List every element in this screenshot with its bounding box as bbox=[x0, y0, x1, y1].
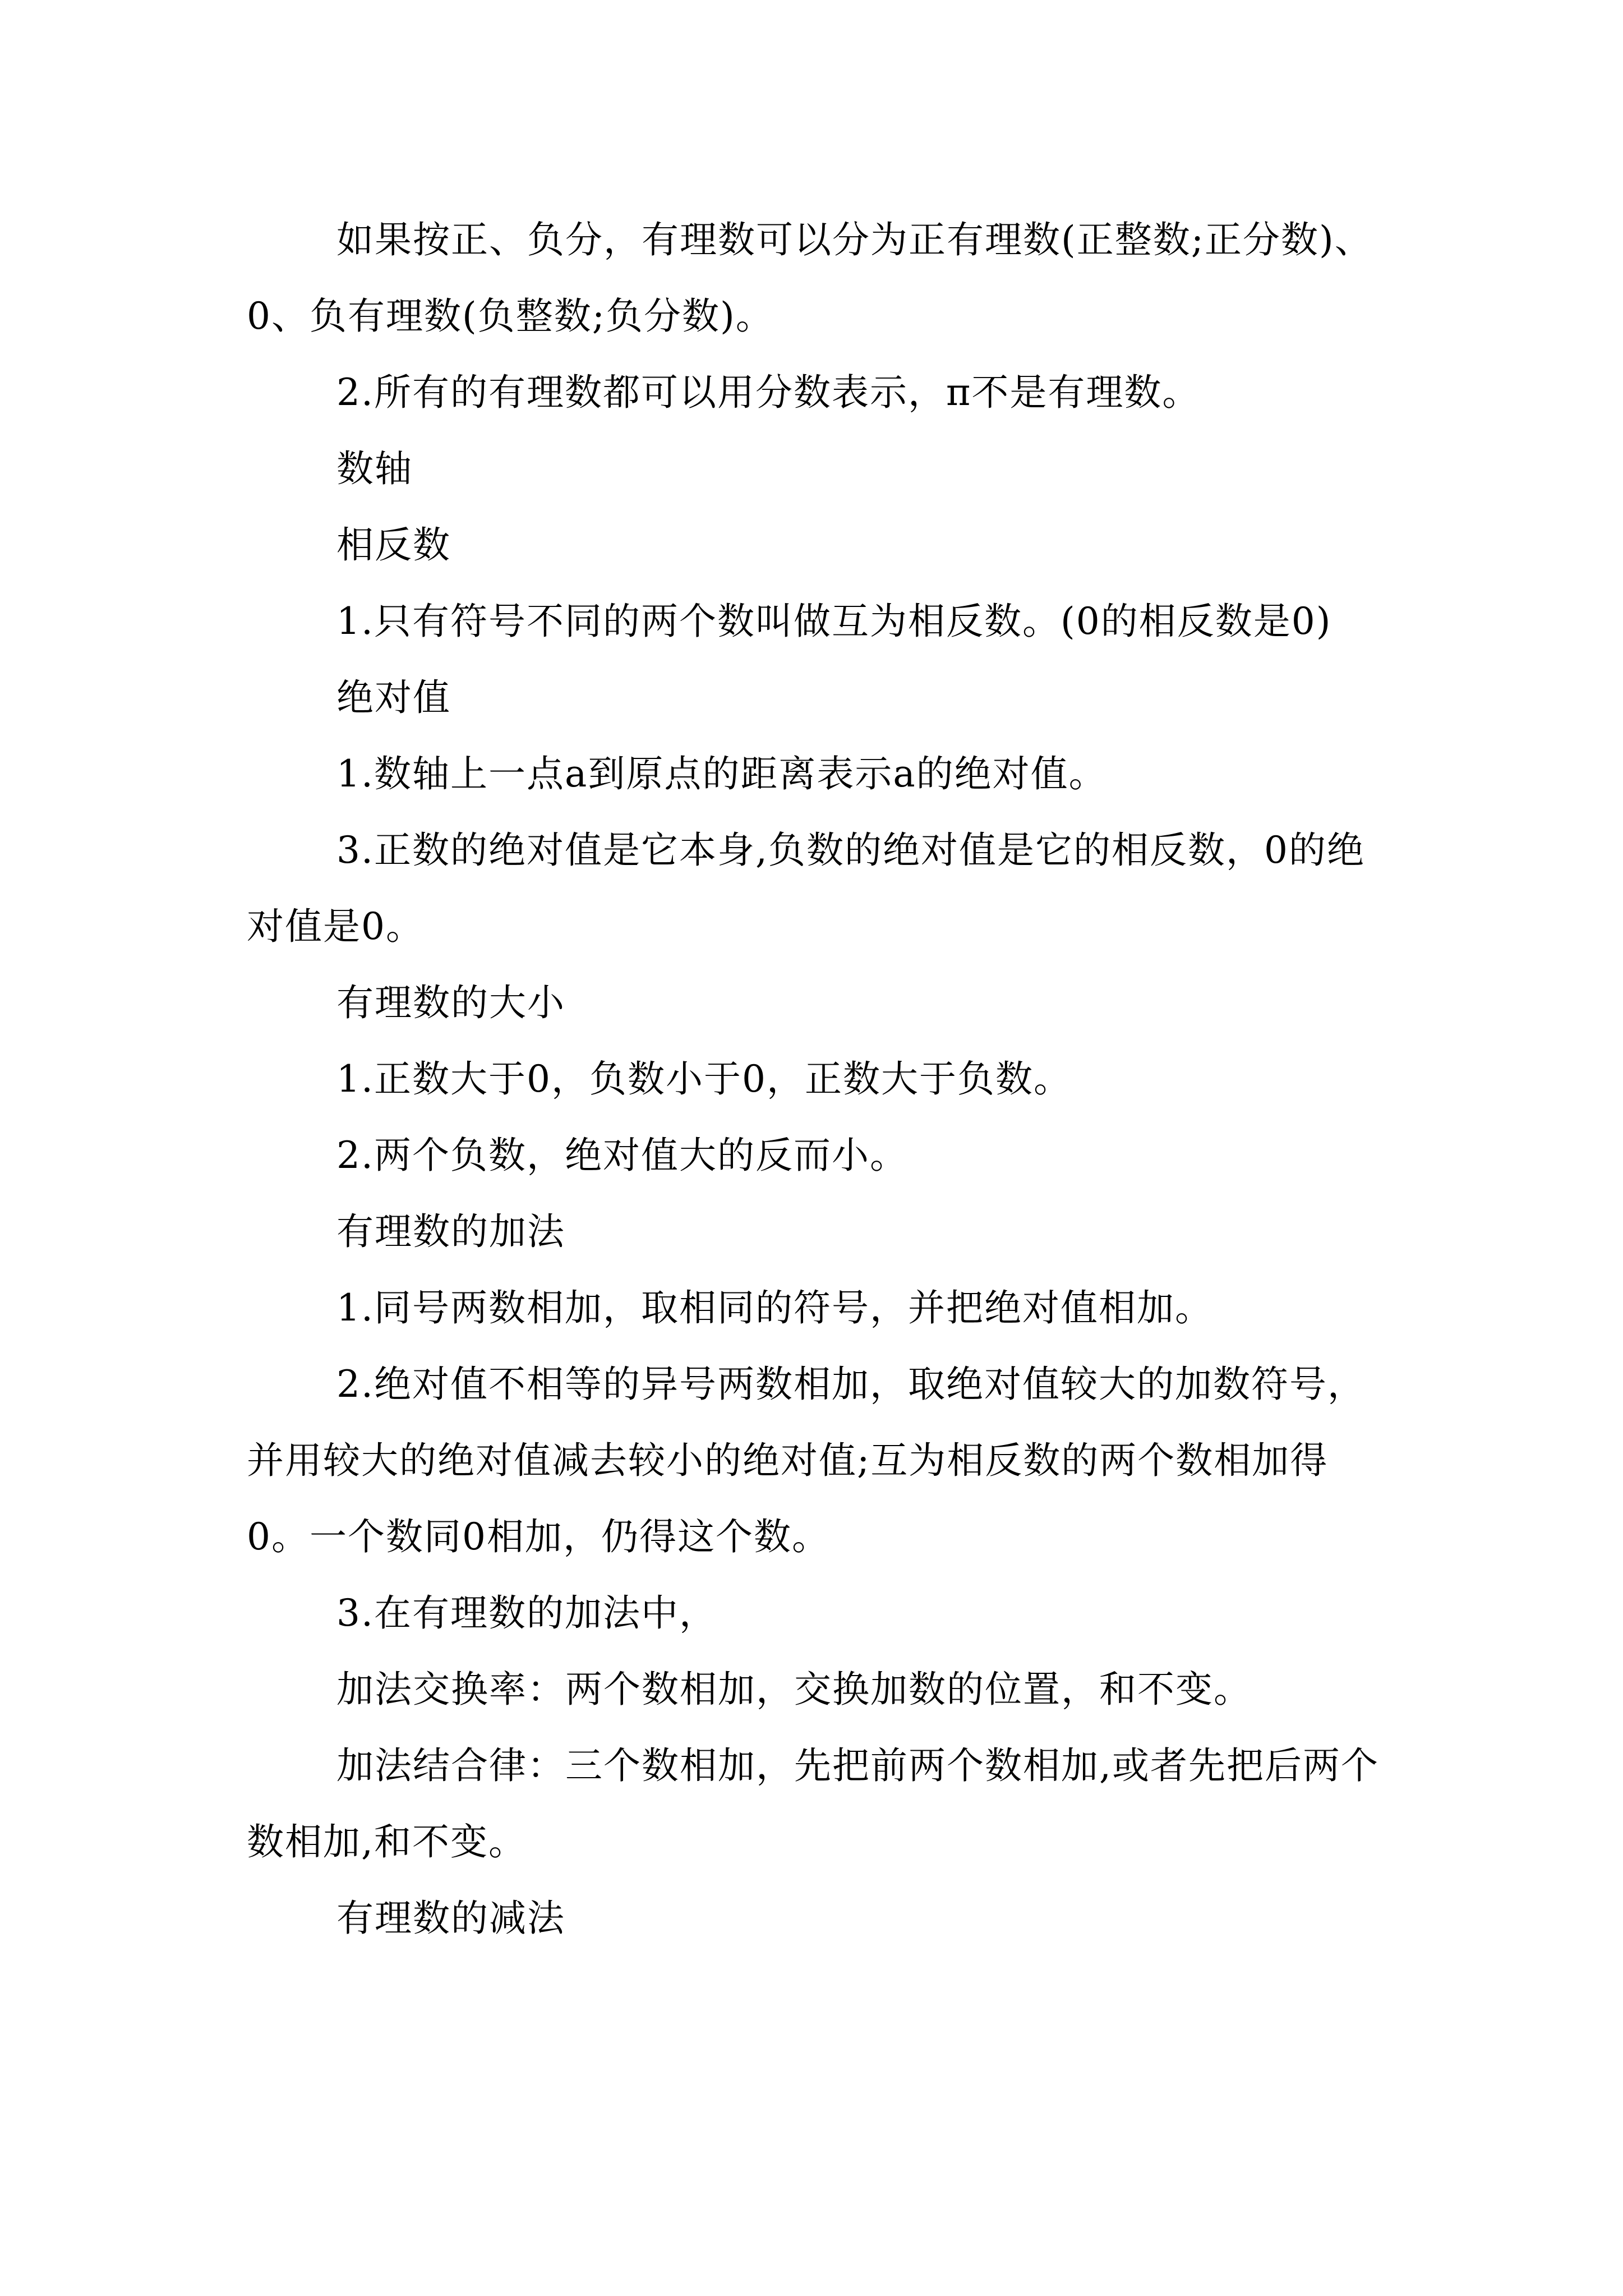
heading-addition: 有理数的加法 bbox=[336, 1210, 565, 1253]
paragraph-addition-rule-1: 1.同号两数相加，取相同的符号，并把绝对值相加。 bbox=[336, 1286, 1213, 1329]
paragraph-fraction-representation: 2.所有的有理数都可以用分数表示，π不是有理数。 bbox=[336, 371, 1201, 414]
paragraph-addition-rule-2: 2.绝对值不相等的异号两数相加，取绝对值较大的加数符号，并用较大的绝对值减去较小的绝对值;互为相反数的两个数相加得0。一个数同0相加，仍得这个数。 bbox=[247, 1363, 1366, 1558]
paragraph-opposite-definition: 1.只有符号不同的两个数叫做互为相反数。(0的相反数是0) bbox=[336, 600, 1332, 643]
paragraph-associative-law: 加法结合律：三个数相加，先把前两个数相加,或者先把后两个数相加,和不变。 bbox=[247, 1744, 1379, 1864]
heading-absolute-value: 绝对值 bbox=[336, 676, 451, 719]
paragraph-rational-classification: 如果按正、负分，有理数可以分为正有理数(正整数;正分数)、0、负有理数(负整数;负分数)。 bbox=[247, 218, 1373, 338]
document-page bbox=[247, 202, 1391, 1957]
heading-opposite-numbers: 相反数 bbox=[336, 523, 451, 567]
paragraph-comparison-rule-2: 2.两个负数，绝对值大的反而小。 bbox=[336, 1134, 908, 1177]
heading-comparison: 有理数的大小 bbox=[336, 981, 565, 1024]
heading-number-line: 数轴 bbox=[336, 447, 413, 490]
paragraph-absolute-definition: 1.数轴上一点a到原点的距离表示a的绝对值。 bbox=[336, 752, 1107, 795]
paragraph-commutative-law: 加法交换率：两个数相加，交换加数的位置，和不变。 bbox=[336, 1668, 1252, 1711]
paragraph-addition-rule-3: 3.在有理数的加法中， bbox=[336, 1591, 717, 1635]
paragraph-absolute-rules: 3.正数的绝对值是它本身,负数的绝对值是它的相反数，0的绝对值是0。 bbox=[247, 829, 1365, 948]
paragraph-comparison-rule-1: 1.正数大于0，负数小于0，正数大于负数。 bbox=[336, 1057, 1072, 1101]
heading-subtraction: 有理数的减法 bbox=[336, 1897, 565, 1940]
